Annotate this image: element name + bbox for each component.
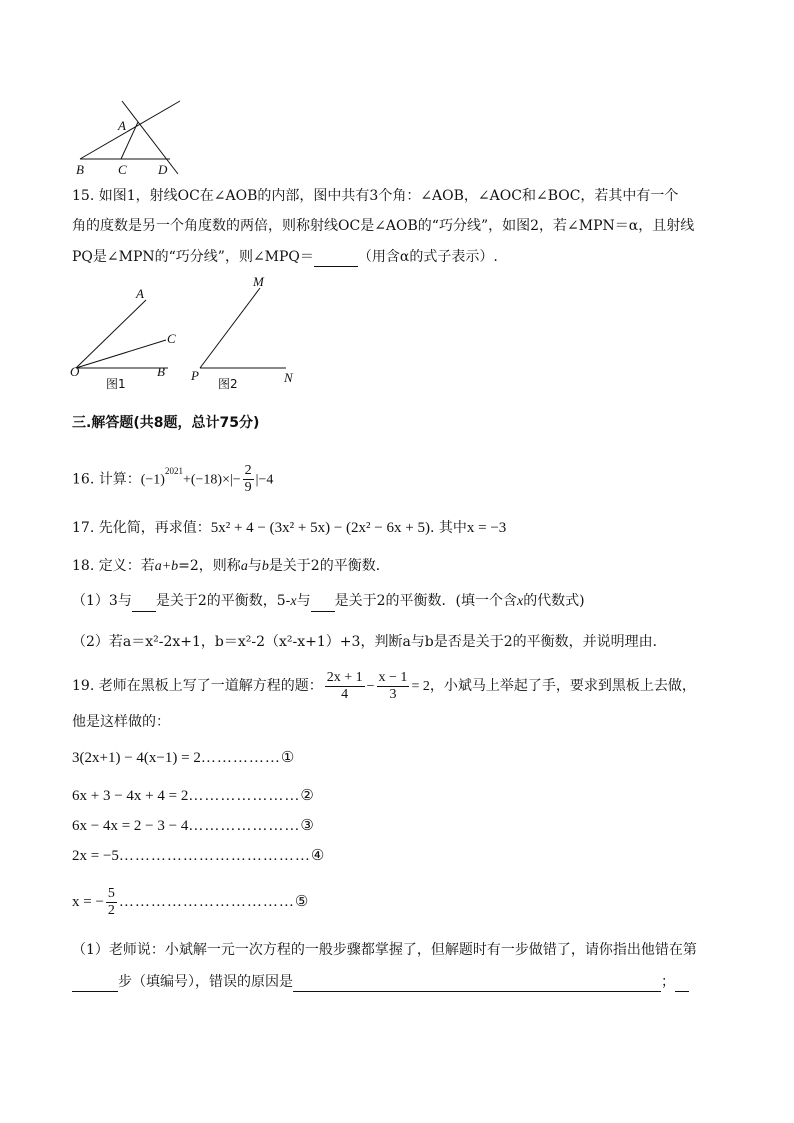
q19-step-1 [72,748,294,767]
q19-step-2-expr: 6x + 3 − 4x + 4 = 2 [72,788,189,804]
fig1-label-c: C [167,331,176,346]
q17-expression: 5x² + 4 − (3x² + 5x) − (2x² − 6x + 5) [210,520,430,536]
q19-step-4-dots: ……………………………… [118,848,311,864]
q18-p1-e: 的代数式) [523,593,585,609]
q19-minus: − [366,679,375,694]
q18-p1-b: 是关于2的平衡数，5- [155,593,291,609]
q18-p1-x: x [290,594,297,609]
q18-p1-a: （1）3与 [72,593,132,609]
fig2-caption: 图2 [218,377,238,391]
q19-step-3-dots: ………………… [188,818,301,834]
q19-step-3-mark: ③ [300,818,314,834]
q18-part1 [72,591,585,612]
q18-definition [72,556,390,577]
q17-condition: x = −3 [466,520,507,536]
fig2-label-n: N [284,370,293,385]
q19-step-5-fraction [106,886,117,919]
fig2-ray-pm [200,288,260,368]
q19-intro [72,666,696,706]
q18-part2: （2）若a＝x²-2x+1，b＝x²-2（x²-x+1）+3，判断a与b是否是关于2的平衡数，并说明理由． [72,634,667,650]
q15-line3 [72,247,498,267]
q18-p1-blank1[interactable] [132,597,156,612]
q16-base: (−1) [140,472,165,488]
q17-mid: . 其中 [429,520,467,536]
q18-def-b: b [261,559,269,574]
fig1-ray-oa [76,300,146,368]
q18-p1-c: 与 [296,593,311,609]
q18-p1-d: 是关于2的平衡数．(填一个含 [334,593,517,609]
q18-def-eq: a+b [154,559,179,574]
q19-step-1-mark: ① [280,750,295,766]
fig2-label-p: P [191,368,199,383]
q19-line2: 他是这样做的： [72,714,170,730]
q19-intro-post: ，小斌马上举起了手，要求到黑板上去做， [429,678,696,694]
q18-def-and: 与 [247,558,262,574]
q16-line [72,460,274,496]
q19-trailing-underline [675,977,689,992]
q18-def-post: 是关于2的平衡数． [268,558,390,574]
fig2-label-m: M [253,274,264,289]
q15-answer-blank[interactable] [314,252,358,267]
q19-step-4 [72,846,324,865]
figure-1-and-2 [68,272,300,396]
q16-exponent: 2021 [164,466,183,476]
q19-fraction2 [377,670,410,703]
fig1-caption: 图1 [106,377,126,391]
q19-f1-den: 4 [341,686,349,702]
q16-prefix: 16. 计算： [72,471,141,488]
q19-reason-blank[interactable] [293,977,661,992]
point-label-a: A [118,118,126,133]
q19-f1-num: 2x + 1 [326,669,363,685]
q19-step-4-expr: 2x = −5 [72,848,119,864]
q15-line1: 15. 如图1，射线OC在∠AOB的内部，图中共有3个角：∠AOB，∠AOC和∠BOC，若其中有一个 [72,188,679,204]
q17-prefix: 17. 先化简，再求值： [72,520,211,536]
q19-f2-num: x − 1 [378,669,408,685]
line-bd-extension [80,101,180,159]
q19-fraction1 [325,670,365,703]
q19-p1-mid: 步（填编号），错误的原因是 [118,974,293,990]
fig1-label-a: A [136,286,144,301]
q16-fraction [243,463,254,496]
q18-def-a: a [240,559,248,574]
q19-step-2-dots: ………………… [188,788,301,804]
q19-rhs: = 2 [411,679,430,694]
q19-step-1-dots: …………… [200,750,281,766]
q19-step-5-pre: x = − [72,894,104,910]
q19-step-number-blank[interactable] [72,977,118,992]
q15-line2: 角的度数是另一个角度数的两倍，则称射线OC是∠AOB的“巧分线”，如图2，若∠MPN＝α，且射线 [72,218,695,234]
q19-step-5 [72,882,308,922]
fig1-label-o: O [70,364,80,379]
q19-step-5-mark: ⑤ [294,894,309,910]
q19-step-5-den: 2 [107,903,115,919]
q16-frac-den: 9 [244,480,252,496]
q16-mid: +(−18)×|− [182,472,241,488]
figure-top-geometry [70,96,190,180]
q19-step-3-expr: 6x − 4x = 2 − 3 − 4 [72,818,189,834]
q18-def-mid: =2，则称 [178,558,241,574]
q18-def-pre: 18. 定义：若 [72,558,155,574]
q19-step-5-num: 5 [107,886,115,902]
point-label-c: C [118,162,127,177]
q15-line3-pre: PQ是∠MPN的“巧分线”，则∠MPQ＝ [72,249,314,265]
q19-step-2-mark: ② [300,788,314,804]
q18-p1-x2: x [516,594,524,609]
q16-frac-num: 2 [244,463,252,479]
q19-intro-pre: 19. 老师在黑板上写了一道解方程的题： [72,678,323,694]
fig1-ray-oc [76,340,166,368]
q15-line3-post: （用含α的式子表示）. [357,249,498,265]
point-label-b: B [76,162,84,177]
q19-step-2 [72,786,314,805]
fig1-label-b: B [157,364,165,379]
section-title: 三.解答题(共8题，总计75分) [72,415,260,431]
q19-f2-den: 3 [389,686,397,702]
q19-step-4-mark: ④ [310,848,325,864]
q18-p1-blank2[interactable] [311,597,335,612]
q19-part1-line2 [72,972,689,992]
q16-tail: |−4 [255,472,274,488]
q19-step-5-dots: …………………………… [118,894,295,910]
q19-part1-line1: （1）老师说：小斌解一元一次方程的一般步骤都掌握了，但解题时有一步做错了，请你指出他错在第 [72,942,697,958]
q19-step-1-expr: 3(2x+1) − 4(x−1) = 2 [72,750,201,766]
q17-line [72,518,506,538]
q19-p1-end: ； [661,974,675,990]
point-label-d: D [158,162,168,177]
q19-step-3 [72,816,314,835]
